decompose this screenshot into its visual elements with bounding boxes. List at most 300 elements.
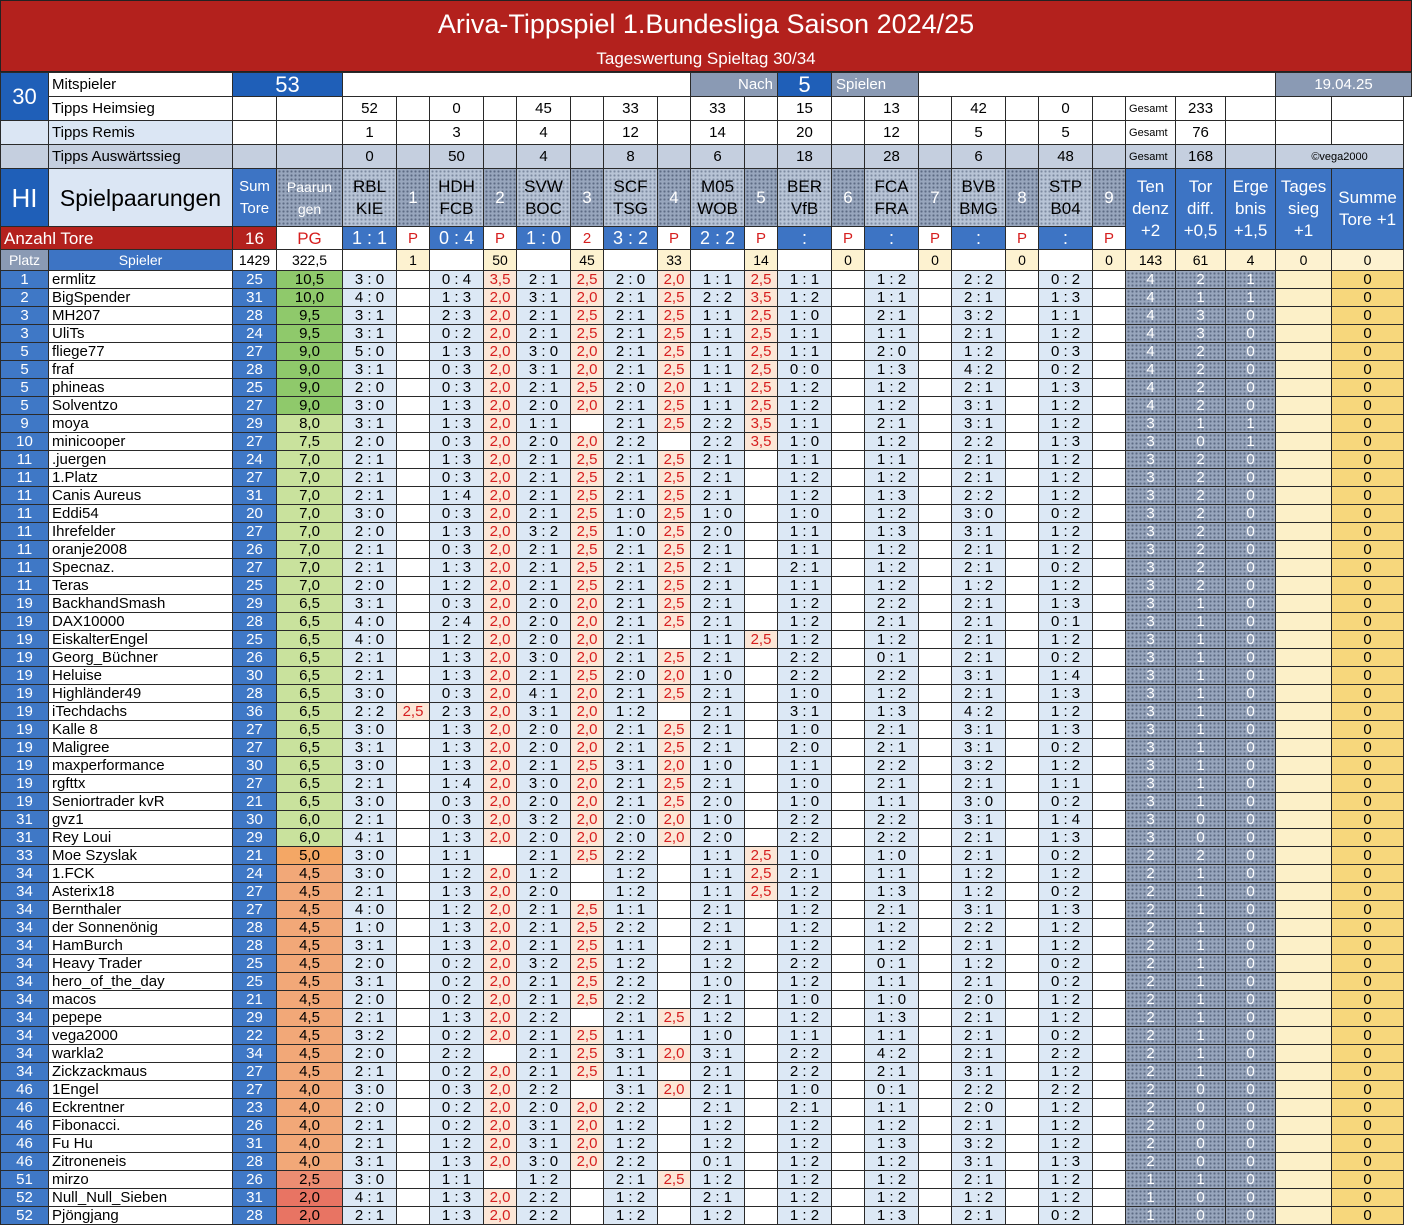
table-row bbox=[1, 451, 1412, 469]
player-tip: 1 : 1 bbox=[778, 577, 832, 595]
player-tip: 1 : 3 bbox=[430, 397, 484, 415]
player-tip: 2 : 0 bbox=[517, 829, 571, 847]
match-result: 1 : 1 bbox=[343, 227, 397, 250]
player-tip: 0 : 1 bbox=[865, 1081, 919, 1099]
player-sum-tore: 31 bbox=[233, 1189, 277, 1207]
player-summe-tore: 0 bbox=[1332, 343, 1404, 361]
player-tip: 2 : 1 bbox=[517, 307, 571, 325]
player-tip: 2 : 1 bbox=[604, 307, 658, 325]
player-ergebnis: 0 bbox=[1226, 1063, 1276, 1081]
player-match-points bbox=[745, 1081, 778, 1099]
player-match-points: 2,5 bbox=[571, 901, 604, 919]
player-pg: 10,5 bbox=[277, 271, 343, 289]
player-match-points: 2,0 bbox=[484, 415, 517, 433]
player-tagessieg bbox=[1276, 487, 1332, 505]
player-match-points bbox=[1093, 469, 1126, 487]
player-match-points bbox=[397, 1009, 430, 1027]
player-match-points: 2,0 bbox=[484, 343, 517, 361]
player-tagessieg bbox=[1276, 469, 1332, 487]
player-match-points bbox=[832, 451, 865, 469]
player-tip: 2 : 1 bbox=[691, 685, 745, 703]
player-sum-tore: 30 bbox=[233, 757, 277, 775]
player-tip: 2 : 1 bbox=[691, 901, 745, 919]
player-match-points: 2,0 bbox=[484, 937, 517, 955]
player-tip: 2 : 1 bbox=[343, 1009, 397, 1027]
player-rank: 34 bbox=[1, 991, 49, 1009]
player-tip: 1 : 4 bbox=[1039, 811, 1093, 829]
table-row bbox=[1, 415, 1412, 433]
player-pg: 7,0 bbox=[277, 577, 343, 595]
player-match-points bbox=[832, 847, 865, 865]
player-match-points bbox=[1006, 667, 1039, 685]
player-match-points bbox=[658, 1063, 691, 1081]
player-tendenz: 3 bbox=[1126, 415, 1176, 433]
player-name: Specnaz. bbox=[49, 559, 233, 577]
player-tendenz: 3 bbox=[1126, 559, 1176, 577]
player-tip: 2 : 2 bbox=[517, 1009, 571, 1027]
player-tendenz: 3 bbox=[1126, 685, 1176, 703]
match-result: : bbox=[952, 227, 1006, 250]
player-match-points bbox=[919, 901, 952, 919]
sum-total: 1429 bbox=[233, 250, 277, 271]
tordiff-header: Tor diff. +0,5 bbox=[1176, 169, 1226, 250]
hi-label: HI bbox=[1, 169, 49, 227]
player-match-points bbox=[832, 1081, 865, 1099]
player-tip: 2 : 1 bbox=[604, 289, 658, 307]
player-tip: 2 : 0 bbox=[952, 991, 1006, 1009]
player-match-points bbox=[919, 955, 952, 973]
player-tordiff: 1 bbox=[1176, 721, 1226, 739]
player-tordiff: 2 bbox=[1176, 469, 1226, 487]
player-rank: 46 bbox=[1, 1153, 49, 1171]
player-pg: 9,5 bbox=[277, 307, 343, 325]
player-tip: 2 : 1 bbox=[952, 469, 1006, 487]
player-ergebnis: 0 bbox=[1226, 1009, 1276, 1027]
player-tip: 1 : 1 bbox=[691, 865, 745, 883]
player-tip: 3 : 2 bbox=[952, 1135, 1006, 1153]
player-ergebnis: 0 bbox=[1226, 973, 1276, 991]
player-tip: 1 : 0 bbox=[778, 847, 832, 865]
player-pg: 7,0 bbox=[277, 487, 343, 505]
player-tip: 1 : 0 bbox=[343, 919, 397, 937]
player-tip: 2 : 1 bbox=[865, 1063, 919, 1081]
player-ergebnis: 0 bbox=[1226, 1207, 1276, 1225]
player-summe-tore: 0 bbox=[1332, 955, 1404, 973]
player-match-points bbox=[571, 1081, 604, 1099]
player-tagessieg bbox=[1276, 955, 1332, 973]
player-match-points bbox=[1006, 343, 1039, 361]
match-result: : bbox=[778, 227, 832, 250]
player-match-points: 2,5 bbox=[745, 325, 778, 343]
player-name: maxperformance bbox=[49, 757, 233, 775]
player-tip: 2 : 1 bbox=[952, 829, 1006, 847]
player-tordiff: 2 bbox=[1176, 343, 1226, 361]
player-ergebnis: 1 bbox=[1226, 289, 1276, 307]
player-tip: 1 : 1 bbox=[865, 451, 919, 469]
draw-count: 12 bbox=[865, 121, 919, 145]
player-tagessieg bbox=[1276, 865, 1332, 883]
player-match-points bbox=[832, 919, 865, 937]
player-tip: 1 : 1 bbox=[865, 289, 919, 307]
player-tagessieg bbox=[1276, 271, 1332, 289]
pg-label: PG bbox=[277, 227, 343, 250]
player-name: fraf bbox=[49, 361, 233, 379]
player-match-points bbox=[397, 1135, 430, 1153]
player-tordiff: 1 bbox=[1176, 649, 1226, 667]
player-match-points bbox=[484, 1171, 517, 1189]
player-match-points bbox=[397, 559, 430, 577]
player-match-points bbox=[745, 613, 778, 631]
player-match-points bbox=[484, 1045, 517, 1063]
player-match-points bbox=[397, 811, 430, 829]
player-match-points: 2,0 bbox=[484, 595, 517, 613]
player-match-points: 2,5 bbox=[571, 469, 604, 487]
score-table bbox=[0, 72, 1412, 1225]
player-tip: 2 : 1 bbox=[691, 451, 745, 469]
home-count: 15 bbox=[778, 97, 832, 121]
player-tip: 1 : 2 bbox=[430, 631, 484, 649]
player-pg: 6,0 bbox=[277, 811, 343, 829]
player-match-points bbox=[1093, 649, 1126, 667]
player-match-points: 2,0 bbox=[484, 613, 517, 631]
player-rank: 46 bbox=[1, 1117, 49, 1135]
table-row bbox=[1, 829, 1412, 847]
player-match-points: 2,0 bbox=[484, 811, 517, 829]
player-match-points bbox=[397, 721, 430, 739]
away-count: 0 bbox=[343, 145, 397, 169]
match-result: : bbox=[1039, 227, 1093, 250]
player-pg: 6,5 bbox=[277, 775, 343, 793]
player-match-points bbox=[1093, 433, 1126, 451]
p-mark: P bbox=[919, 227, 952, 250]
player-tagessieg bbox=[1276, 1171, 1332, 1189]
player-match-points: 2,0 bbox=[571, 829, 604, 847]
table-row bbox=[1, 1045, 1412, 1063]
player-name: Pjöngjang bbox=[49, 1207, 233, 1225]
player-tip: 2 : 1 bbox=[865, 901, 919, 919]
player-tip: 2 : 1 bbox=[952, 595, 1006, 613]
player-tip: 1 : 0 bbox=[691, 667, 745, 685]
player-match-points: 2,5 bbox=[745, 343, 778, 361]
player-tip: 1 : 2 bbox=[1039, 1099, 1093, 1117]
table-row bbox=[1, 325, 1412, 343]
player-tip: 2 : 0 bbox=[517, 613, 571, 631]
player-tip: 2 : 1 bbox=[517, 577, 571, 595]
player-tip: 1 : 2 bbox=[1039, 577, 1093, 595]
player-tip: 3 : 1 bbox=[604, 757, 658, 775]
player-match-points: 2,5 bbox=[658, 415, 691, 433]
player-tordiff: 1 bbox=[1176, 739, 1226, 757]
player-tip: 2 : 1 bbox=[604, 613, 658, 631]
player-match-points bbox=[832, 829, 865, 847]
player-name: .juergen bbox=[49, 451, 233, 469]
player-tip: 2 : 1 bbox=[778, 559, 832, 577]
tendenz-total: 143 bbox=[1126, 250, 1176, 271]
player-rank: 34 bbox=[1, 973, 49, 991]
player-tip: 2 : 2 bbox=[604, 991, 658, 1009]
player-match-points: 2,0 bbox=[484, 487, 517, 505]
player-tip: 2 : 1 bbox=[517, 973, 571, 991]
player-match-points bbox=[1093, 883, 1126, 901]
player-tip: 1 : 2 bbox=[604, 703, 658, 721]
player-tip: 2 : 2 bbox=[604, 1153, 658, 1171]
player-match-points bbox=[919, 991, 952, 1009]
player-tendenz: 3 bbox=[1126, 811, 1176, 829]
player-name: Eddi54 bbox=[49, 505, 233, 523]
player-match-points bbox=[1093, 1117, 1126, 1135]
player-match-points: 2,0 bbox=[571, 685, 604, 703]
player-summe-tore: 0 bbox=[1332, 397, 1404, 415]
player-tip: 2 : 1 bbox=[517, 667, 571, 685]
player-sum-tore: 27 bbox=[233, 397, 277, 415]
player-summe-tore: 0 bbox=[1332, 307, 1404, 325]
player-tip: 4 : 1 bbox=[343, 1189, 397, 1207]
player-match-points bbox=[745, 451, 778, 469]
player-tendenz: 3 bbox=[1126, 829, 1176, 847]
player-match-points bbox=[397, 901, 430, 919]
player-match-points: 2,5 bbox=[658, 649, 691, 667]
home-count: 52 bbox=[343, 97, 397, 121]
table-row bbox=[1, 1081, 1412, 1099]
player-tendenz: 1 bbox=[1126, 1171, 1176, 1189]
player-tendenz: 3 bbox=[1126, 649, 1176, 667]
player-match-points bbox=[919, 271, 952, 289]
player-summe-tore: 0 bbox=[1332, 901, 1404, 919]
player-match-points: 2,0 bbox=[484, 703, 517, 721]
player-tagessieg bbox=[1276, 505, 1332, 523]
player-pg: 5,0 bbox=[277, 847, 343, 865]
player-sum-tore: 36 bbox=[233, 703, 277, 721]
home-count: 45 bbox=[517, 97, 571, 121]
player-match-points bbox=[1006, 1189, 1039, 1207]
player-tordiff: 1 bbox=[1176, 937, 1226, 955]
player-sum-tore: 30 bbox=[233, 667, 277, 685]
player-tip: 2 : 0 bbox=[517, 721, 571, 739]
player-tip: 1 : 1 bbox=[430, 1171, 484, 1189]
player-match-points bbox=[658, 955, 691, 973]
player-tip: 3 : 1 bbox=[343, 361, 397, 379]
player-match-points bbox=[658, 973, 691, 991]
player-match-points bbox=[745, 469, 778, 487]
page-subtitle: Tageswertung Spieltag 30/34 bbox=[596, 49, 816, 68]
player-match-points bbox=[658, 937, 691, 955]
player-match-points bbox=[1006, 397, 1039, 415]
player-match-points bbox=[1006, 919, 1039, 937]
player-name: Zickzackmaus bbox=[49, 1063, 233, 1081]
player-match-points bbox=[1006, 415, 1039, 433]
player-match-points bbox=[1093, 1063, 1126, 1081]
match-header: SVW BOC bbox=[517, 169, 571, 227]
player-match-points bbox=[397, 955, 430, 973]
player-match-points bbox=[745, 991, 778, 1009]
table-row bbox=[1, 1189, 1412, 1207]
table-row bbox=[1, 649, 1412, 667]
player-tagessieg bbox=[1276, 793, 1332, 811]
draw-count: 3 bbox=[430, 121, 484, 145]
player-match-points bbox=[745, 1045, 778, 1063]
player-rank: 11 bbox=[1, 451, 49, 469]
player-pg: 10,0 bbox=[277, 289, 343, 307]
player-tip: 2 : 1 bbox=[604, 793, 658, 811]
table-row bbox=[1, 1207, 1412, 1225]
player-tip: 1 : 4 bbox=[1039, 667, 1093, 685]
player-match-points bbox=[832, 1207, 865, 1225]
points-col-header: 7 bbox=[919, 169, 952, 227]
player-tip: 2 : 2 bbox=[778, 829, 832, 847]
points-col-header: 8 bbox=[1006, 169, 1039, 227]
player-name: Zitroneneis bbox=[49, 1153, 233, 1171]
player-match-points: 2,5 bbox=[658, 541, 691, 559]
player-tagessieg bbox=[1276, 1081, 1332, 1099]
player-tip: 2 : 1 bbox=[691, 577, 745, 595]
player-rank: 34 bbox=[1, 919, 49, 937]
player-sum-tore: 28 bbox=[233, 937, 277, 955]
player-match-points bbox=[832, 469, 865, 487]
player-match-points bbox=[1093, 973, 1126, 991]
player-ergebnis: 0 bbox=[1226, 577, 1276, 595]
player-tip: 2 : 1 bbox=[604, 577, 658, 595]
player-ergebnis: 0 bbox=[1226, 523, 1276, 541]
player-match-points: 2,5 bbox=[658, 721, 691, 739]
player-tordiff: 2 bbox=[1176, 505, 1226, 523]
player-tagessieg bbox=[1276, 703, 1332, 721]
player-tendenz: 4 bbox=[1126, 289, 1176, 307]
player-match-points bbox=[1093, 325, 1126, 343]
player-sum-tore: 27 bbox=[233, 1063, 277, 1081]
player-match-points bbox=[1093, 703, 1126, 721]
player-tip: 3 : 0 bbox=[952, 793, 1006, 811]
player-tip: 1 : 2 bbox=[778, 379, 832, 397]
player-tip: 1 : 3 bbox=[865, 1009, 919, 1027]
player-summe-tore: 0 bbox=[1332, 721, 1404, 739]
player-tip: 2 : 0 bbox=[691, 829, 745, 847]
pairings-label: Spielpaarungen bbox=[49, 169, 233, 227]
player-match-points bbox=[1093, 757, 1126, 775]
player-ergebnis: 0 bbox=[1226, 793, 1276, 811]
player-match-points bbox=[832, 1027, 865, 1045]
player-tip: 3 : 1 bbox=[343, 595, 397, 613]
player-match-points: 2,5 bbox=[658, 343, 691, 361]
player-tip: 2 : 1 bbox=[517, 325, 571, 343]
table-row bbox=[1, 487, 1412, 505]
player-match-points bbox=[397, 379, 430, 397]
player-tip: 1 : 3 bbox=[865, 523, 919, 541]
player-match-points bbox=[658, 1153, 691, 1171]
player-tip: 2 : 2 bbox=[778, 811, 832, 829]
player-summe-tore: 0 bbox=[1332, 523, 1404, 541]
player-match-points: 2,0 bbox=[484, 469, 517, 487]
player-match-points: 2,0 bbox=[484, 433, 517, 451]
away-count: 48 bbox=[1039, 145, 1093, 169]
player-rank: 11 bbox=[1, 541, 49, 559]
match-header: BER VfB bbox=[778, 169, 832, 227]
player-match-points: 2,5 bbox=[571, 667, 604, 685]
player-match-points bbox=[832, 307, 865, 325]
player-match-points bbox=[397, 829, 430, 847]
player-match-points bbox=[745, 757, 778, 775]
player-tip: 1 : 2 bbox=[1039, 937, 1093, 955]
draw-count: 5 bbox=[952, 121, 1006, 145]
player-tip: 1 : 2 bbox=[1039, 757, 1093, 775]
player-tip: 1 : 2 bbox=[691, 1009, 745, 1027]
player-tagessieg bbox=[1276, 739, 1332, 757]
player-match-points bbox=[919, 649, 952, 667]
player-tip: 2 : 1 bbox=[952, 649, 1006, 667]
player-match-points bbox=[1093, 487, 1126, 505]
player-summe-tore: 0 bbox=[1332, 1207, 1404, 1225]
player-match-points bbox=[1093, 901, 1126, 919]
player-match-points bbox=[745, 775, 778, 793]
player-match-points bbox=[1006, 271, 1039, 289]
player-ergebnis: 0 bbox=[1226, 1099, 1276, 1117]
player-ergebnis: 0 bbox=[1226, 325, 1276, 343]
player-tendenz: 4 bbox=[1126, 271, 1176, 289]
player-match-points bbox=[397, 1153, 430, 1171]
player-name: der Sonnenönig bbox=[49, 919, 233, 937]
table-row bbox=[1, 1135, 1412, 1153]
player-tagessieg bbox=[1276, 1063, 1332, 1081]
player-match-points bbox=[397, 433, 430, 451]
player-match-points bbox=[745, 559, 778, 577]
player-match-points: 2,0 bbox=[484, 1207, 517, 1225]
player-sum-tore: 23 bbox=[233, 1099, 277, 1117]
player-tip: 2 : 1 bbox=[343, 649, 397, 667]
player-tip: 1 : 2 bbox=[865, 1153, 919, 1171]
player-match-points bbox=[919, 811, 952, 829]
player-tip: 1 : 2 bbox=[1039, 469, 1093, 487]
player-match-points: 2,0 bbox=[484, 1153, 517, 1171]
player-pg: 7,0 bbox=[277, 451, 343, 469]
away-count: 28 bbox=[865, 145, 919, 169]
player-tendenz: 3 bbox=[1126, 487, 1176, 505]
player-match-points bbox=[745, 937, 778, 955]
player-tip: 3 : 1 bbox=[952, 523, 1006, 541]
player-match-points bbox=[1093, 1027, 1126, 1045]
player-tordiff: 0 bbox=[1176, 433, 1226, 451]
player-match-points bbox=[745, 667, 778, 685]
player-sum-tore: 29 bbox=[233, 595, 277, 613]
player-pg: 4,5 bbox=[277, 1027, 343, 1045]
player-tip: 2 : 1 bbox=[517, 505, 571, 523]
player-match-points bbox=[397, 1081, 430, 1099]
player-tordiff: 1 bbox=[1176, 955, 1226, 973]
player-ergebnis: 0 bbox=[1226, 541, 1276, 559]
home-count: 13 bbox=[865, 97, 919, 121]
player-rank: 34 bbox=[1, 955, 49, 973]
player-tendenz: 3 bbox=[1126, 577, 1176, 595]
player-match-points bbox=[919, 1063, 952, 1081]
player-match-points: 2,0 bbox=[484, 901, 517, 919]
player-match-points: 3,5 bbox=[484, 271, 517, 289]
player-match-points: 2,5 bbox=[745, 379, 778, 397]
player-name: gvz1 bbox=[49, 811, 233, 829]
player-sum-tore: 27 bbox=[233, 775, 277, 793]
player-match-points: 2,0 bbox=[484, 667, 517, 685]
player-tip: 3 : 1 bbox=[517, 361, 571, 379]
player-tip: 0 : 2 bbox=[1039, 847, 1093, 865]
player-tip: 2 : 0 bbox=[691, 793, 745, 811]
players-row bbox=[1, 73, 1412, 97]
player-rank: 19 bbox=[1, 685, 49, 703]
player-match-points: 2,0 bbox=[484, 1189, 517, 1207]
player-match-points bbox=[745, 541, 778, 559]
player-pg: 2,0 bbox=[277, 1207, 343, 1225]
player-match-points bbox=[1093, 361, 1126, 379]
player-match-points bbox=[1006, 1045, 1039, 1063]
player-tip: 3 : 1 bbox=[343, 973, 397, 991]
player-match-points bbox=[832, 1117, 865, 1135]
player-sum-tore: 27 bbox=[233, 559, 277, 577]
